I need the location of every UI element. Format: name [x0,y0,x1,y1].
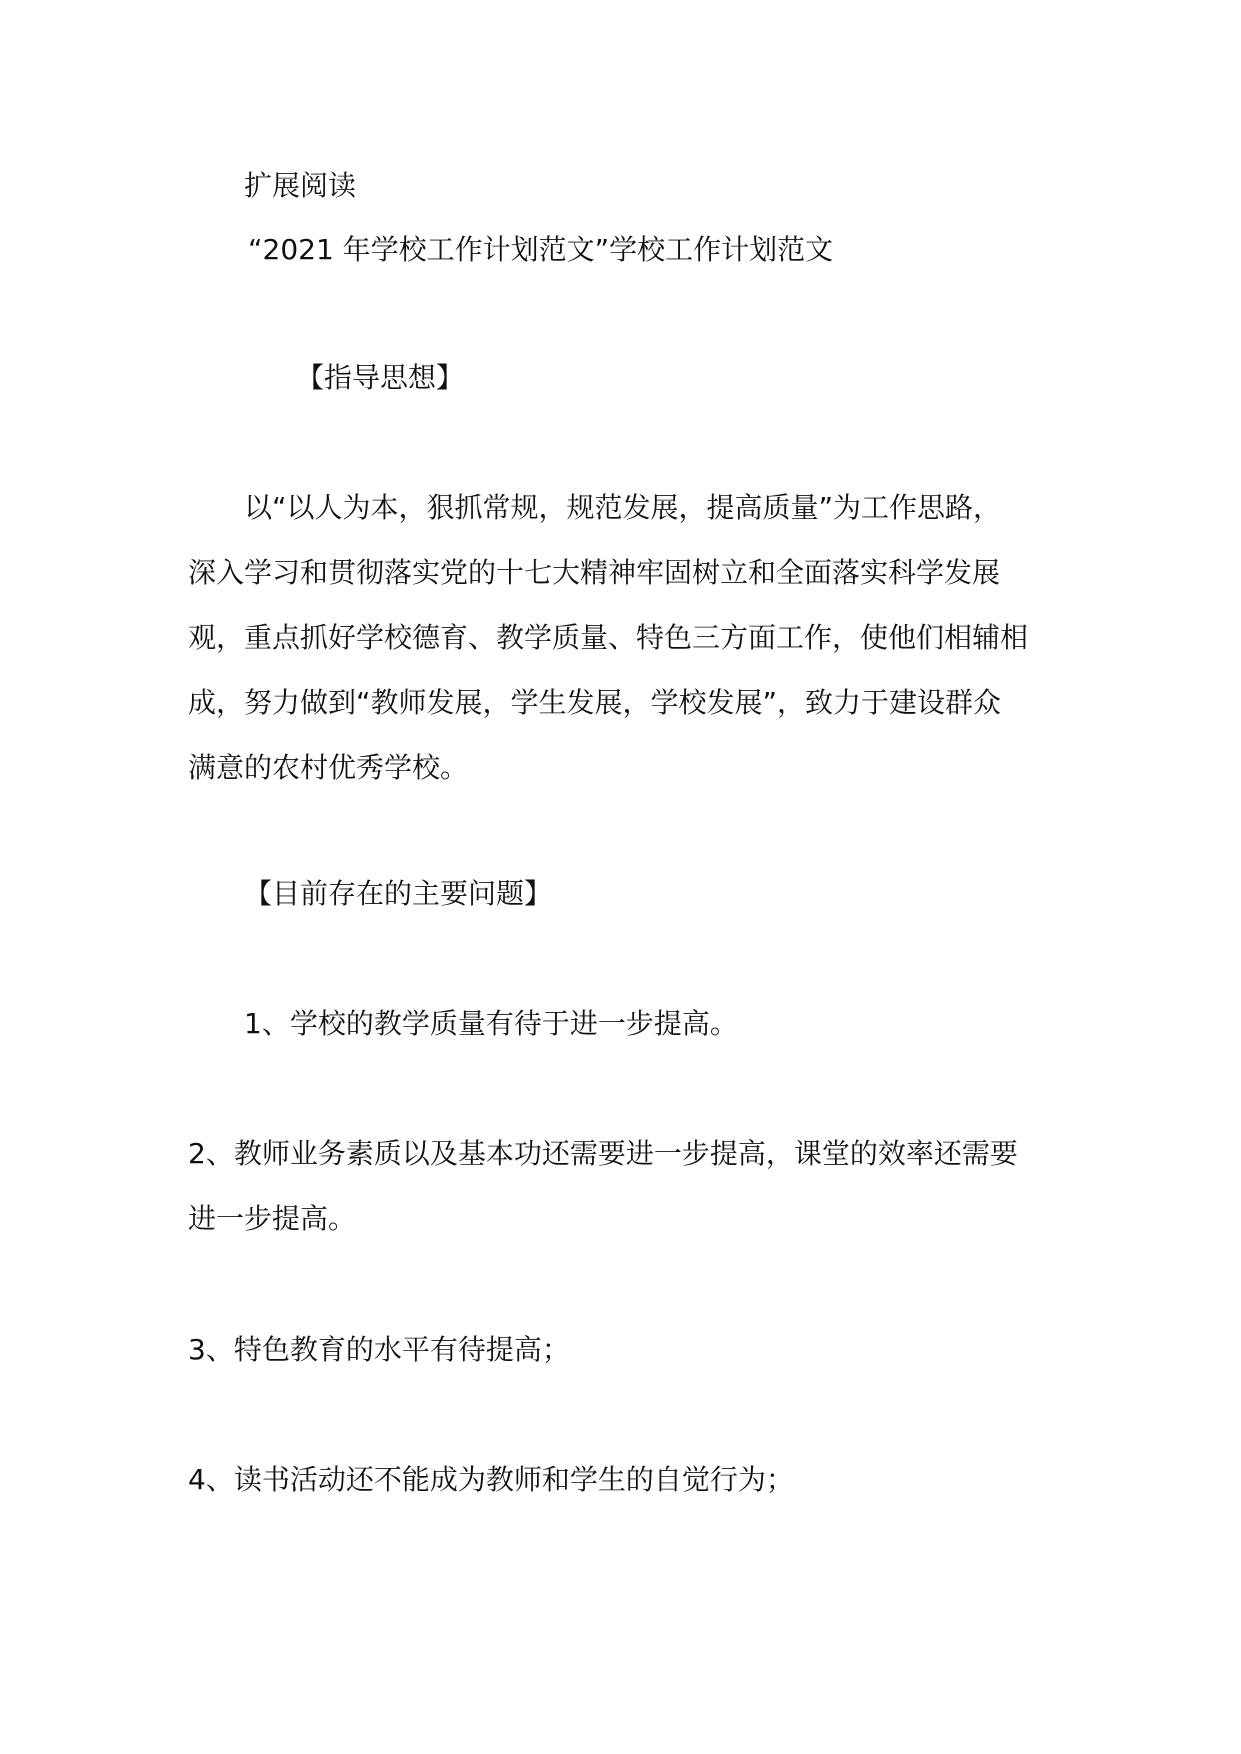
document-title: “2021 年学校工作计划范文”学校工作计划范文 [248,233,834,266]
guiding-line: 成，努力做到“教师发展，学生发展，学校发展”，致力于建设群众 [188,686,1002,719]
guiding-paragraph [188,490,1088,815]
problem-item-1: 1、学校的教学质量有待于进一步提高。 [244,1007,738,1040]
guiding-line: 以“以人为本，狠抓常规，规范发展，提高质量”为工作思路， [244,491,1002,524]
guiding-heading: 【指导思想】 [296,361,465,394]
problem-item-4: 4、读书活动还不能成为教师和学生的自觉行为； [188,1463,794,1496]
problem-2-line: 进一步提高。 [188,1202,357,1235]
guiding-line: 深入学习和贯彻落实党的十七大精神牢固树立和全面落实科学发展 [188,556,1001,589]
kicker-text: 扩展阅读 [244,169,357,202]
guiding-line: 观，重点抓好学校德育、教学质量、特色三方面工作，使他们相辅相 [188,621,1029,654]
problem-item-2 [188,1136,1088,1266]
guiding-line: 满意的农村优秀学校。 [188,751,469,784]
problem-2-line: 2、教师业务素质以及基本功还需要进一步提高，课堂的效率还需要 [188,1137,1018,1170]
problems-heading: 【目前存在的主要问题】 [244,877,553,910]
problem-item-3: 3、特色教育的水平有待提高； [188,1333,570,1366]
